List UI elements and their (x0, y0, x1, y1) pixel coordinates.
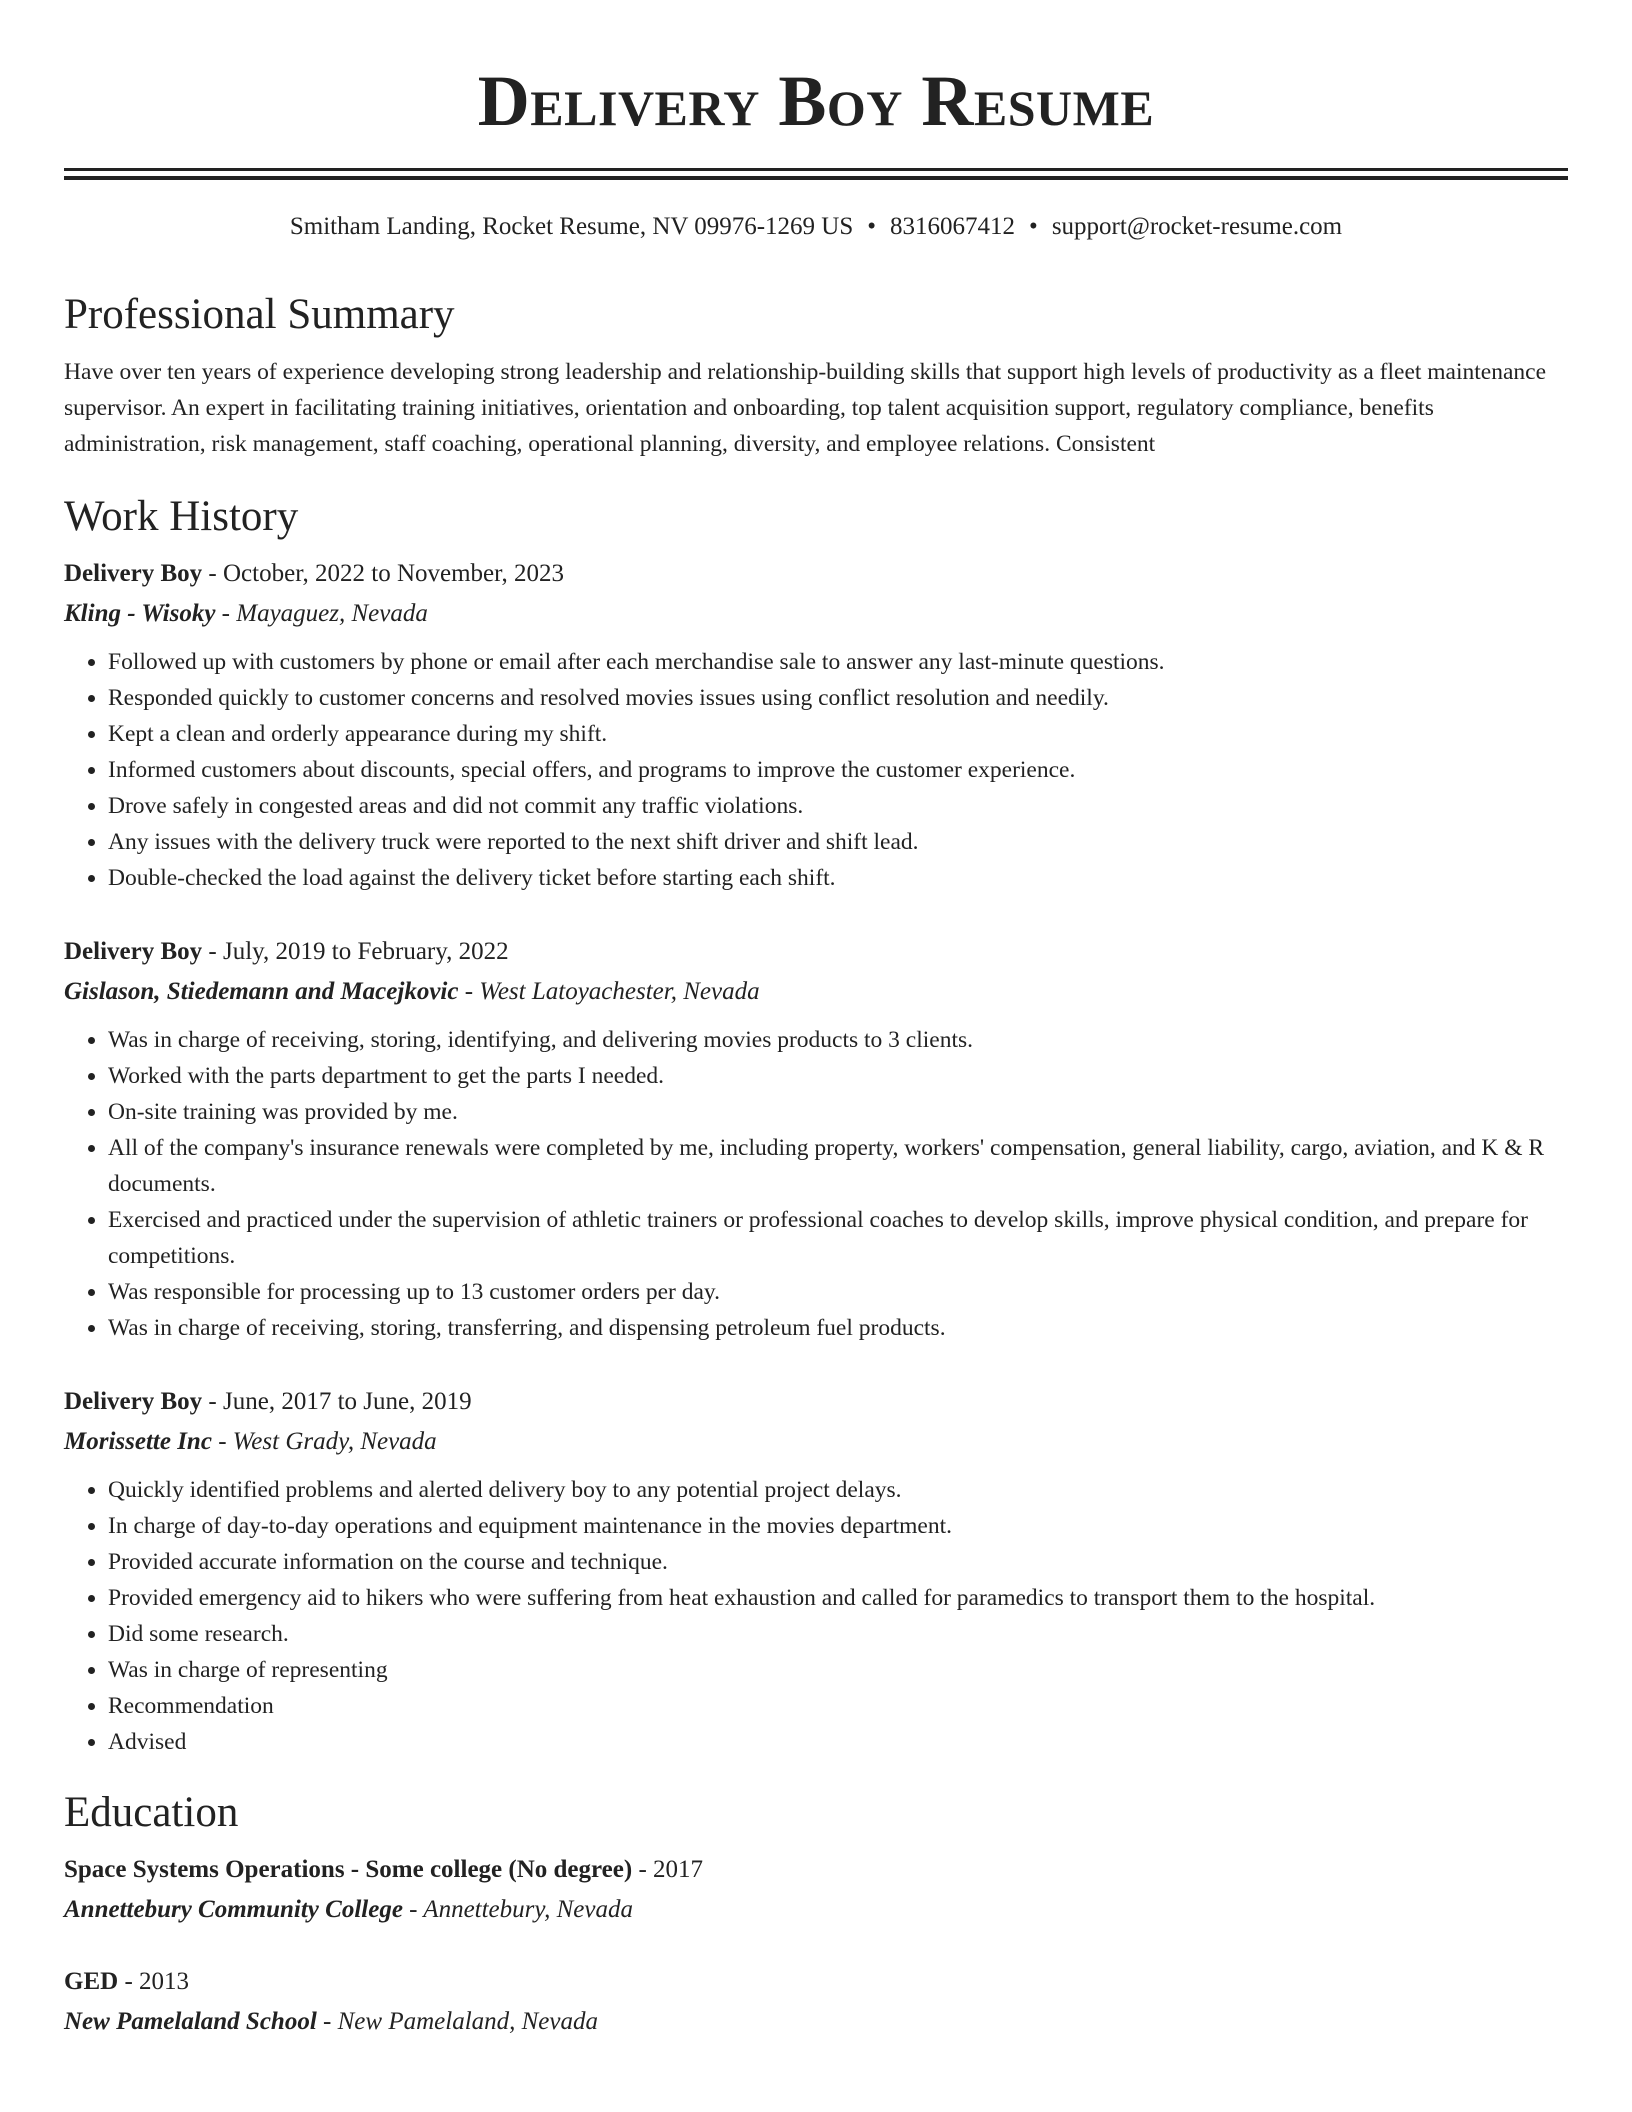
job-dash: - (202, 560, 223, 587)
job-header (64, 932, 1568, 972)
job-dash: - (458, 978, 480, 1005)
education-heading: Education (64, 1789, 239, 1836)
resume-title: Delivery Boy Resume (477, 61, 1155, 141)
list-item: • Double-checked the load against the delivery ticket before starting each shift. (108, 860, 1568, 896)
job-duties (64, 644, 1568, 896)
list-item: • Was in charge of receiving, storing, identifying, and delivering movies products to 3 clients. (108, 1022, 1568, 1058)
summary-text: Have over ten years of experience developing strong leadership and relationship-building skills that support high levels of productivity as a fleet maintenance supervisor. An expert in facilitating training initiatives, orientation and onboarding, top talent acquisition support, regulatory compliance, benefits administration, risk management, staff coaching, operational planning, diversity, and employee relations. Consistent (64, 359, 1547, 457)
job-title: Delivery Boy (64, 938, 203, 965)
job-header (64, 1382, 1568, 1422)
resume-page (64, 0, 1568, 2042)
list-item: • Provided accurate information on the course and technique. (108, 1544, 1568, 1580)
education-location: Annettebury, Nevada (423, 1896, 633, 1923)
list-item: • All of the company's insurance renewals were completed by me, including property, workers' compensation, general liability, cargo, aviation, and K & R documents. (108, 1130, 1568, 1202)
list-item: • Exercised and practiced under the supervision of athletic trainers or professional coaches to develop skills, improve physical condition, and prepare for competitions. (108, 1202, 1568, 1274)
job-title: Delivery Boy (64, 1388, 203, 1415)
list-item: • Did some research. (108, 1616, 1568, 1652)
list-item: • Any issues with the delivery truck were reported to the next shift driver and shift lead. (108, 824, 1568, 860)
list-item: • Quickly identified problems and alerted delivery boy to any potential project delays. (108, 1472, 1568, 1508)
list-item: • In charge of day-to-day operations and equipment maintenance in the movies department. (108, 1508, 1568, 1544)
list-item: • Kept a clean and orderly appearance during my shift. (108, 716, 1568, 752)
job-entry-1 (64, 554, 1568, 896)
education-school: New Pamelaland School (64, 2008, 317, 2035)
list-item: • Drove safely in congested areas and did not commit any traffic violations. (108, 788, 1568, 824)
job-dates: July, 2019 to February, 2022 (223, 938, 509, 965)
education-school-line (64, 2002, 1568, 2042)
list-item: • Worked with the parts department to get the parts I needed. (108, 1058, 1568, 1094)
contact-separator: • (1029, 213, 1038, 240)
work-history-heading: Work History (64, 493, 299, 540)
summary-heading: Professional Summary (64, 291, 455, 338)
education-degree: GED (64, 1968, 119, 1995)
job-company: Kling - Wisoky (64, 600, 216, 627)
list-item: • Was in charge of representing (108, 1652, 1568, 1688)
job-header (64, 554, 1568, 594)
list-item: • Provided emergency aid to hikers who were suffering from heat exhaustion and called for paramedics to transport them to the hospital. (108, 1580, 1568, 1616)
education-dash: - (632, 1856, 654, 1883)
education-degree: Space Systems Operations - Some college (No degree) (64, 1856, 633, 1883)
education-header (64, 1850, 1568, 1890)
job-duties (64, 1022, 1568, 1346)
education-school: Annettebury Community College (64, 1896, 403, 1923)
education-dash: - (118, 1968, 140, 1995)
job-entry-2 (64, 932, 1568, 1346)
education-entry-1 (64, 1850, 1568, 1930)
education-year: 2017 (653, 1856, 704, 1883)
list-item: • Was in charge of receiving, storing, transferring, and dispensing petroleum fuel products. (108, 1310, 1568, 1346)
job-company: Morissette Inc (64, 1428, 212, 1455)
list-item: • Informed customers about discounts, special offers, and programs to improve the customer experience. (108, 752, 1568, 788)
job-location: Mayaguez, Nevada (236, 600, 428, 627)
list-item: • Was responsible for processing up to 13 customer orders per day. (108, 1274, 1568, 1310)
title-divider (64, 168, 1568, 180)
list-item: • On-site training was provided by me. (108, 1094, 1568, 1130)
list-item: • Recommendation (108, 1688, 1568, 1724)
job-employer (64, 972, 1568, 1012)
job-title: Delivery Boy (64, 560, 203, 587)
education-school-line (64, 1890, 1568, 1930)
job-dash: - (215, 600, 237, 627)
contact-line (64, 210, 1568, 244)
job-dash: - (202, 1388, 223, 1415)
job-dash: - (202, 938, 223, 965)
list-item: • Responded quickly to customer concerns and resolved movies issues using conflict resolution and needily. (108, 680, 1568, 716)
education-location: New Pamelaland, Nevada (337, 2008, 599, 2035)
education-header (64, 1962, 1568, 2002)
list-item: • Advised (108, 1724, 1568, 1760)
job-employer (64, 594, 1568, 634)
job-location: West Grady, Nevada (232, 1428, 437, 1455)
job-dates: October, 2022 to November, 2023 (223, 560, 564, 587)
education-year: 2013 (139, 1968, 190, 1995)
job-duties (64, 1472, 1568, 1760)
list-item: • Followed up with customers by phone or email after each merchandise sale to answer any last-minute questions. (108, 644, 1568, 680)
contact-separator: • (867, 213, 877, 240)
contact-phone: 8316067412 (890, 213, 1016, 240)
job-location: West Latoyachester, Nevada (479, 978, 760, 1005)
job-employer (64, 1422, 1568, 1462)
contact-email: support@rocket-resume.com (1051, 213, 1343, 240)
job-dates: June, 2017 to June, 2019 (223, 1388, 472, 1415)
job-dash: - (211, 1428, 233, 1455)
job-entry-3 (64, 1382, 1568, 1760)
education-dash: - (316, 2008, 338, 2035)
education-dash: - (402, 1896, 424, 1923)
education-entry-2 (64, 1962, 1568, 2042)
job-company: Gislason, Stiedemann and Macejkovic (64, 978, 459, 1005)
contact-address: Smitham Landing, Rocket Resume, NV 09976-1269 US (289, 213, 854, 240)
